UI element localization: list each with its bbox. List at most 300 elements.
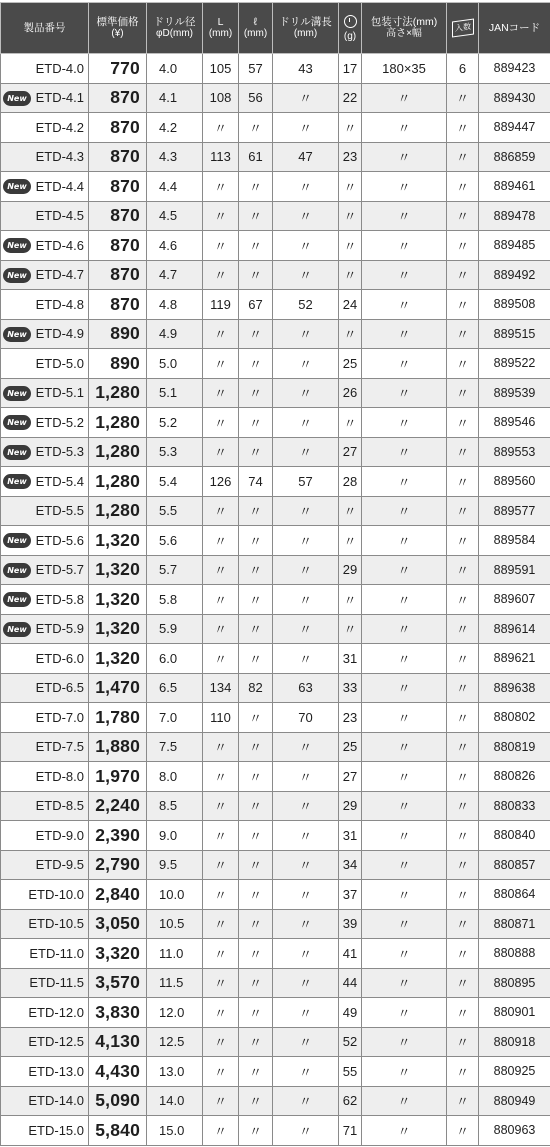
cell-jan-code: 889546 [479,408,550,438]
cell-weight: 24 [339,290,362,320]
new-badge-icon: New [3,445,31,460]
cell-model: ETD-12.0 [1,998,89,1028]
cell-price: 1,780 [89,703,147,733]
cell-groove-length: 〃 [273,880,339,910]
cell-weight: 44 [339,968,362,998]
cell-price: 1,280 [89,467,147,497]
cell-groove-length: 52 [273,290,339,320]
cell-length-L: 〃 [203,526,239,556]
header-drill-diameter: ドリル径 φD(mm) [147,3,203,54]
cell-jan-code: 889607 [479,585,550,615]
cell-package-size: 〃 [362,998,447,1028]
cell-quantity: 〃 [447,732,479,762]
cell-weight: 25 [339,349,362,379]
cell-groove-length: 〃 [273,644,339,674]
footer-cut-text [0,1137,550,1147]
cell-jan-code: 889560 [479,467,550,497]
cell-weight: 28 [339,467,362,497]
cell-drill-diameter: 4.1 [147,83,203,113]
cell-model: New ETD-4.7 [1,260,89,290]
table-row [1,408,550,438]
cell-length-l: 〃 [239,850,273,880]
cell-model: New ETD-5.8 [1,585,89,615]
cell-length-l: 74 [239,467,273,497]
cell-groove-length: 〃 [273,496,339,526]
cell-length-L: 134 [203,673,239,703]
cell-package-size: 〃 [362,1116,447,1146]
cell-length-L: 〃 [203,732,239,762]
new-badge-icon: New [3,592,31,607]
cell-length-L: 〃 [203,850,239,880]
cell-length-L: 〃 [203,614,239,644]
cell-groove-length: 〃 [273,378,339,408]
cell-length-l: 〃 [239,260,273,290]
cell-quantity: 〃 [447,83,479,113]
table-row [1,703,550,733]
cell-drill-diameter: 5.2 [147,408,203,438]
cell-price: 3,050 [89,909,147,939]
cell-groove-length: 〃 [273,1086,339,1116]
cell-drill-diameter: 6.0 [147,644,203,674]
cell-drill-diameter: 5.4 [147,467,203,497]
cell-jan-code: 880901 [479,998,550,1028]
cell-jan-code: 889553 [479,437,550,467]
cell-price: 1,320 [89,614,147,644]
table-row [1,83,550,113]
cell-weight: 55 [339,1057,362,1087]
cell-jan-code: 889485 [479,231,550,261]
cell-weight: 49 [339,998,362,1028]
cell-drill-diameter: 4.2 [147,113,203,143]
cell-drill-diameter: 11.0 [147,939,203,969]
table-row [1,791,550,821]
cell-package-size: 〃 [362,467,447,497]
cell-quantity: 〃 [447,1027,479,1057]
cell-weight: 〃 [339,408,362,438]
cell-length-l: 57 [239,54,273,84]
cell-drill-diameter: 7.5 [147,732,203,762]
cell-jan-code: 889539 [479,378,550,408]
table-row [1,349,550,379]
cell-quantity: 6 [447,54,479,84]
table-row [1,850,550,880]
cell-length-L: 〃 [203,1027,239,1057]
cell-price: 870 [89,113,147,143]
cell-drill-diameter: 14.0 [147,1086,203,1116]
cell-length-l: 〃 [239,880,273,910]
cell-drill-diameter: 5.0 [147,349,203,379]
cell-quantity: 〃 [447,850,479,880]
cell-quantity: 〃 [447,496,479,526]
cell-length-l: 〃 [239,998,273,1028]
cell-quantity: 〃 [447,260,479,290]
cell-drill-diameter: 8.0 [147,762,203,792]
cell-jan-code: 886859 [479,142,550,172]
cell-length-l: 〃 [239,821,273,851]
cell-quantity: 〃 [447,290,479,320]
cell-package-size: 〃 [362,437,447,467]
cell-drill-diameter: 4.3 [147,142,203,172]
cell-package-size: 〃 [362,703,447,733]
cell-length-l: 67 [239,290,273,320]
cell-package-size: 〃 [362,290,447,320]
cell-package-size: 〃 [362,378,447,408]
table-row [1,821,550,851]
cell-package-size: 〃 [362,909,447,939]
cell-model: ETD-15.0 [1,1116,89,1146]
cell-package-size: 〃 [362,172,447,202]
cell-jan-code: 889614 [479,614,550,644]
header-length-l: ℓ (mm) [239,3,273,54]
cell-package-size: 180×35 [362,54,447,84]
cell-jan-code: 880864 [479,880,550,910]
cell-length-L: 〃 [203,496,239,526]
cell-weight: 22 [339,83,362,113]
cell-groove-length: 〃 [273,1057,339,1087]
cell-weight: 27 [339,762,362,792]
table-row [1,231,550,261]
table-row [1,880,550,910]
table-row [1,467,550,497]
cell-weight: 29 [339,791,362,821]
cell-model: New ETD-5.9 [1,614,89,644]
cell-price: 770 [89,54,147,84]
cell-length-l: 〃 [239,909,273,939]
cell-drill-diameter: 7.0 [147,703,203,733]
cell-model: ETD-13.0 [1,1057,89,1087]
cell-groove-length: 〃 [273,1027,339,1057]
cell-length-l: 〃 [239,1116,273,1146]
cell-length-l: 〃 [239,555,273,585]
cell-model: ETD-10.0 [1,880,89,910]
cell-price: 2,390 [89,821,147,851]
cell-model: ETD-6.0 [1,644,89,674]
cell-length-L: 〃 [203,260,239,290]
cell-groove-length: 〃 [273,555,339,585]
cell-price: 890 [89,349,147,379]
table-row [1,1027,550,1057]
cell-weight: 〃 [339,260,362,290]
cell-jan-code: 880918 [479,1027,550,1057]
cell-drill-diameter: 4.9 [147,319,203,349]
new-badge-icon: New [3,415,31,430]
header-length-L: L (mm) [203,3,239,54]
cell-quantity: 〃 [447,939,479,969]
cell-drill-diameter: 10.0 [147,880,203,910]
cell-weight: 〃 [339,319,362,349]
cell-quantity: 〃 [447,319,479,349]
cell-length-l: 56 [239,83,273,113]
cell-package-size: 〃 [362,319,447,349]
cell-drill-diameter: 4.5 [147,201,203,231]
cell-jan-code: 889430 [479,83,550,113]
cell-length-l: 82 [239,673,273,703]
cell-price: 1,970 [89,762,147,792]
header-weight: (g) [339,3,362,54]
cell-model: ETD-9.5 [1,850,89,880]
cell-groove-length: 〃 [273,821,339,851]
cell-quantity: 〃 [447,585,479,615]
cell-jan-code: 880819 [479,732,550,762]
cell-groove-length: 〃 [273,349,339,379]
cell-groove-length: 〃 [273,585,339,615]
cell-length-L: 〃 [203,821,239,851]
cell-model: ETD-10.5 [1,909,89,939]
cell-quantity: 〃 [447,408,479,438]
cell-groove-length: 〃 [273,437,339,467]
table-row [1,172,550,202]
cell-model: ETD-4.0 [1,54,89,84]
cell-model: ETD-14.0 [1,1086,89,1116]
cell-quantity: 〃 [447,467,479,497]
table-row [1,496,550,526]
cell-weight: 〃 [339,172,362,202]
cell-length-l: 〃 [239,408,273,438]
cell-drill-diameter: 4.8 [147,290,203,320]
cell-length-l: 〃 [239,732,273,762]
new-badge-icon: New [3,238,31,253]
cell-length-L: 〃 [203,231,239,261]
cell-weight: 〃 [339,201,362,231]
cell-package-size: 〃 [362,555,447,585]
cell-price: 1,320 [89,585,147,615]
cell-package-size: 〃 [362,1086,447,1116]
cell-length-L: 〃 [203,909,239,939]
cell-package-size: 〃 [362,968,447,998]
table-row [1,939,550,969]
header-model: 製品番号 [1,3,89,54]
cell-groove-length: 〃 [273,614,339,644]
cell-package-size: 〃 [362,821,447,851]
table-row [1,142,550,172]
header-price: 標準価格 (¥) [89,3,147,54]
cell-groove-length: 〃 [273,231,339,261]
cell-model: New ETD-5.2 [1,408,89,438]
cell-weight: 23 [339,142,362,172]
cell-quantity: 〃 [447,909,479,939]
cell-weight: 29 [339,555,362,585]
cell-package-size: 〃 [362,142,447,172]
cell-drill-diameter: 4.7 [147,260,203,290]
cell-groove-length: 47 [273,142,339,172]
cell-price: 1,280 [89,437,147,467]
cell-model: New ETD-5.7 [1,555,89,585]
cell-quantity: 〃 [447,526,479,556]
table-row [1,437,550,467]
cell-groove-length: 〃 [273,319,339,349]
cell-price: 3,570 [89,968,147,998]
cell-price: 2,240 [89,791,147,821]
cell-quantity: 〃 [447,880,479,910]
cell-quantity: 〃 [447,821,479,851]
cell-price: 3,320 [89,939,147,969]
cell-quantity: 〃 [447,201,479,231]
box-icon: 入数 [452,18,474,37]
cell-price: 1,280 [89,408,147,438]
cell-drill-diameter: 5.9 [147,614,203,644]
cell-drill-diameter: 5.3 [147,437,203,467]
cell-drill-diameter: 12.5 [147,1027,203,1057]
cell-price: 870 [89,83,147,113]
cell-length-L: 〃 [203,880,239,910]
cell-jan-code: 880925 [479,1057,550,1087]
cell-groove-length: 〃 [273,909,339,939]
cell-package-size: 〃 [362,732,447,762]
cell-weight: 〃 [339,585,362,615]
table-row [1,732,550,762]
cell-length-L: 〃 [203,998,239,1028]
cell-length-L: 〃 [203,113,239,143]
cell-length-L: 〃 [203,1116,239,1146]
cell-quantity: 〃 [447,998,479,1028]
cell-groove-length: 〃 [273,260,339,290]
cell-package-size: 〃 [362,585,447,615]
cell-length-l: 〃 [239,585,273,615]
cell-model: New ETD-5.1 [1,378,89,408]
cell-model: ETD-8.5 [1,791,89,821]
cell-weight: 26 [339,378,362,408]
cell-package-size: 〃 [362,762,447,792]
cell-package-size: 〃 [362,791,447,821]
cell-quantity: 〃 [447,1057,479,1087]
cell-drill-diameter: 4.4 [147,172,203,202]
cell-drill-diameter: 11.5 [147,968,203,998]
cell-model: ETD-7.0 [1,703,89,733]
cell-length-l: 〃 [239,201,273,231]
cell-length-L: 〃 [203,378,239,408]
cell-drill-diameter: 6.5 [147,673,203,703]
new-badge-icon: New [3,268,31,283]
table-row [1,526,550,556]
cell-quantity: 〃 [447,172,479,202]
cell-weight: 39 [339,909,362,939]
cell-jan-code: 880833 [479,791,550,821]
cell-weight: 25 [339,732,362,762]
cell-model: ETD-4.2 [1,113,89,143]
cell-drill-diameter: 5.7 [147,555,203,585]
cell-length-L: 〃 [203,555,239,585]
cell-weight: 37 [339,880,362,910]
cell-drill-diameter: 5.1 [147,378,203,408]
cell-price: 4,130 [89,1027,147,1057]
new-badge-icon: New [3,533,31,548]
cell-jan-code: 889638 [479,673,550,703]
cell-price: 1,320 [89,644,147,674]
cell-jan-code: 889423 [479,54,550,84]
cell-length-L: 〃 [203,939,239,969]
cell-groove-length: 〃 [273,791,339,821]
cell-length-l: 〃 [239,614,273,644]
cell-groove-length: 〃 [273,998,339,1028]
table-row [1,260,550,290]
cell-groove-length: 57 [273,467,339,497]
cell-price: 2,840 [89,880,147,910]
cell-groove-length: 43 [273,54,339,84]
cell-quantity: 〃 [447,1086,479,1116]
table-row [1,909,550,939]
cell-length-L: 〃 [203,1057,239,1087]
cell-weight: 41 [339,939,362,969]
new-badge-icon: New [3,179,31,194]
cell-length-L: 〃 [203,201,239,231]
cell-package-size: 〃 [362,201,447,231]
cell-jan-code: 889522 [479,349,550,379]
cell-jan-code: 880871 [479,909,550,939]
cell-package-size: 〃 [362,231,447,261]
table-body [1,54,550,1146]
cell-package-size: 〃 [362,850,447,880]
cell-package-size: 〃 [362,614,447,644]
cell-jan-code: 889591 [479,555,550,585]
header-package-size: 包装寸法(mm) 高さ×幅 [362,3,447,54]
cell-length-L: 110 [203,703,239,733]
cell-jan-code: 880888 [479,939,550,969]
cell-drill-diameter: 12.0 [147,998,203,1028]
cell-jan-code: 889577 [479,496,550,526]
cell-length-l: 〃 [239,1086,273,1116]
cell-drill-diameter: 15.0 [147,1116,203,1146]
cell-price: 870 [89,260,147,290]
cell-groove-length: 63 [273,673,339,703]
cell-weight: 62 [339,1086,362,1116]
cell-price: 5,090 [89,1086,147,1116]
cell-price: 1,280 [89,378,147,408]
cell-length-L: 119 [203,290,239,320]
cell-length-L: 〃 [203,437,239,467]
cell-length-l: 〃 [239,968,273,998]
cell-weight: 〃 [339,231,362,261]
new-badge-icon: New [3,622,31,637]
cell-model: New ETD-4.1 [1,83,89,113]
header-groove-length: ドリル溝長 (mm) [273,3,339,54]
cell-quantity: 〃 [447,142,479,172]
cell-length-L: 113 [203,142,239,172]
cell-length-L: 〃 [203,644,239,674]
cell-length-L: 105 [203,54,239,84]
cell-drill-diameter: 9.0 [147,821,203,851]
cell-length-l: 〃 [239,349,273,379]
cell-length-l: 〃 [239,113,273,143]
table-row [1,113,550,143]
cell-price: 1,880 [89,732,147,762]
cell-price: 870 [89,290,147,320]
header-jan-code: JANコード [479,3,550,54]
new-badge-icon: New [3,474,31,489]
cell-drill-diameter: 8.5 [147,791,203,821]
cell-price: 3,830 [89,998,147,1028]
cell-model: ETD-11.0 [1,939,89,969]
cell-model: ETD-4.5 [1,201,89,231]
table-row [1,998,550,1028]
table-row [1,555,550,585]
cell-weight: 31 [339,644,362,674]
cell-weight: 33 [339,673,362,703]
new-badge-icon: New [3,91,31,106]
cell-drill-diameter: 10.5 [147,909,203,939]
cell-jan-code: 880802 [479,703,550,733]
cell-jan-code: 880826 [479,762,550,792]
new-badge-icon: New [3,386,31,401]
cell-price: 870 [89,142,147,172]
cell-model: ETD-12.5 [1,1027,89,1057]
cell-price: 870 [89,231,147,261]
new-badge-icon: New [3,327,31,342]
cell-package-size: 〃 [362,939,447,969]
cell-model: New ETD-4.9 [1,319,89,349]
cell-weight: 〃 [339,113,362,143]
cell-quantity: 〃 [447,1116,479,1146]
cell-weight: 27 [339,437,362,467]
